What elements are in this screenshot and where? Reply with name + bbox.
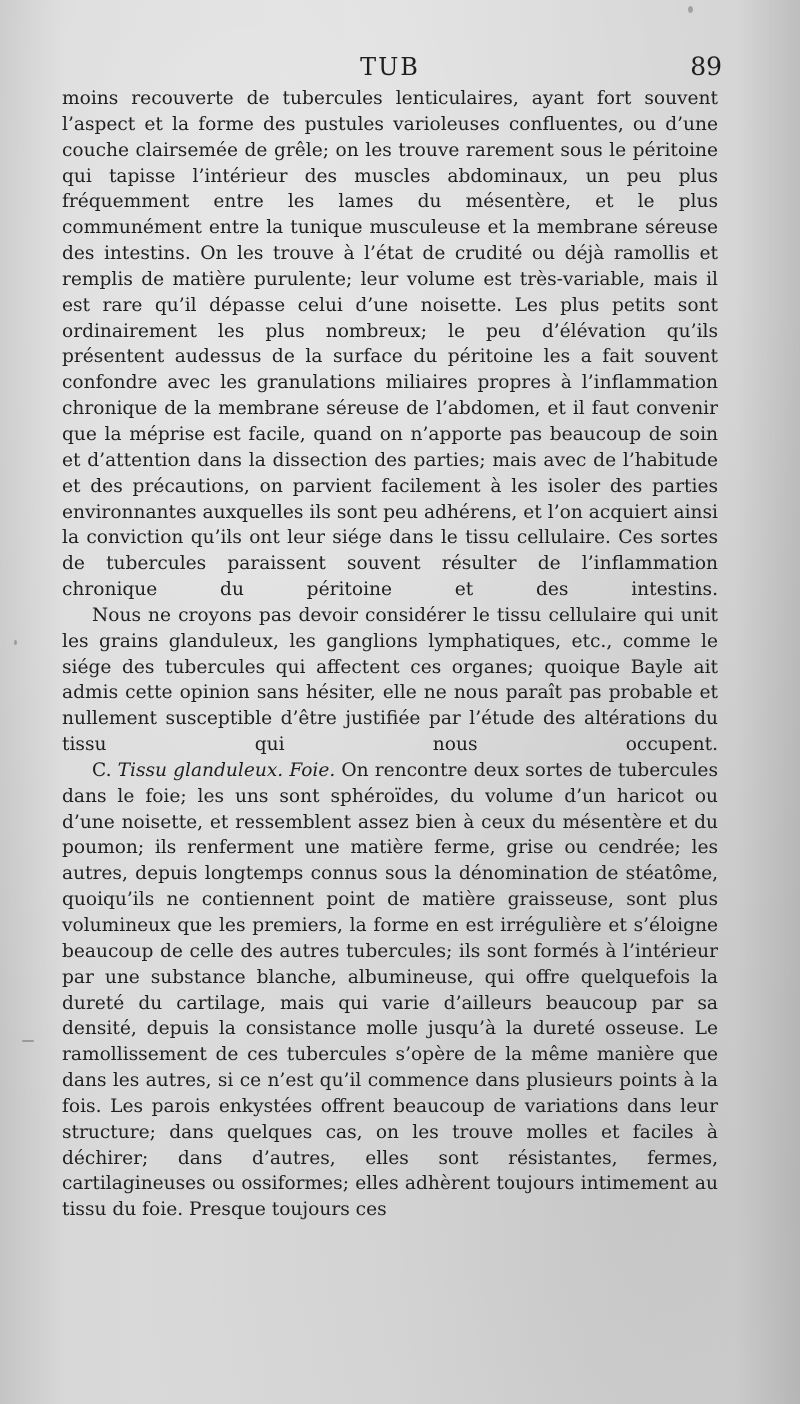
page-header [62, 50, 722, 84]
paper-speck [22, 1040, 34, 1042]
paper-speck [14, 640, 17, 645]
paragraph-glandular-tissue-liver [62, 758, 718, 1223]
running-head: TUB [360, 53, 420, 81]
paragraph-body: On rencontre deux sortes de tubercules dans le foie; les uns sont sphéroïdes, du volume d’un haricot ou d’une noisette, et ressemblent assez bien à ceux du mésentère et du poumon; ils renferment une matière ferme, grise ou cendrée; les autres, depuis longtemps connus sous la dénomination de stéatôme, quoiqu’ils ne contiennent point de matière graisseuse, sont plus volumineux que les premiers, la forme en est irrégulière et s’éloigne beaucoup de celle des autres tubercules; ils sont formés à l’intérieur par une substance blanche, albumineuse, qui offre quelquefois la dureté du cartilage, mais qui varie d’ailleurs beaucoup par sa densité, depuis la consistance molle jusqu’à la dureté osseuse. Le ramollissement de ces tubercules s’opère de la même manière que dans les autres, si ce n’est qu’il commence dans plusieurs points à la fois. Les parois enkystées offrent beaucoup de variations dans leur structure; dans quelques cas, on les trouve molles et faciles à déchirer; dans d’autres, elles sont résistantes, fermes, cartilagineuses ou ossiformes; elles adhèrent toujours intimement au tissu du foie. Presque toujours ces [62, 759, 718, 1221]
page-number: 89 [690, 52, 722, 81]
paragraph-cellular-tissue: Nous ne croyons pas devoir considérer le tissu cellulaire qui unit les grains glanduleux, les ganglions lymphatiques, etc., comme le siége des tubercules qui affectent ces organes; quoique Bayle ait admis cette opinion sans hésiter, elle ne nous paraît pas probable et nullement susceptible d’être justifiée par l’étude des altérations du tissu qui nous occupent. [62, 604, 718, 756]
section-heading-italic: Tissu glanduleux. Foie. [117, 759, 336, 781]
body-text [62, 86, 718, 1223]
paper-speck [688, 6, 693, 13]
paragraph-peritoneum-tubercles: moins recouverte de tubercules lenticulaires, ayant fort souvent l’aspect et la forme des pustules varioleuses confluentes, ou d’une couche clairsemée de grêle; on les trouve rarement sous le péritoine qui tapisse l’intérieur des muscles abdominaux, un peu plus fréquemment entre les lames du mésentère, et le plus communément entre la tunique musculeuse et la membrane séreuse des intestins. On les trouve à l’état de crudité ou déjà ramollis et remplis de matière purulente; leur volume est très-variable, mais il est rare qu’il dépasse celui d’une noisette. Les plus petits sont ordinairement les plus nombreux; le peu d’élévation qu’ils présentent audessus de la surface du péritoine les a fait souvent confondre avec les granulations miliaires propres à l’inflammation chronique de la membrane séreuse de l’abdomen, et il faut convenir que la méprise est facile, quand on n’apporte pas beaucoup de soin et d’attention dans la dissection des parties; mais avec de l’habitude et des précautions, on parvient facilement à les isoler des parties environnantes auxquelles ils sont peu adhérens, et l’on acquiert ainsi la conviction qu’ils ont leur siége dans le tissu cellulaire. Ces sortes de tubercules paraissent souvent résulter de l’inflammation chronique du péritoine et des intestins. [62, 88, 718, 601]
section-letter: C. [92, 759, 112, 781]
